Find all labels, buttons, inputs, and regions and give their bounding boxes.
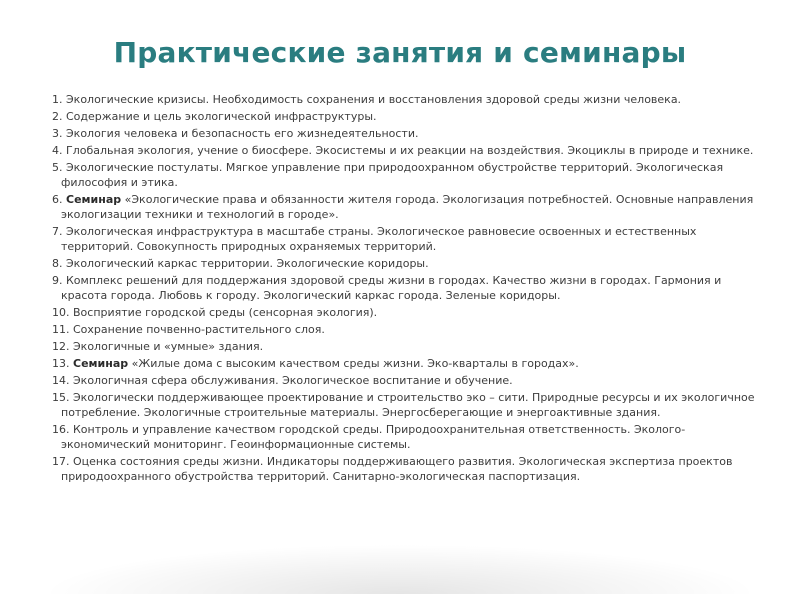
topic-item — [52, 273, 757, 303]
topic-number: 5. — [52, 161, 63, 174]
topic-text: Экология человека и безопасность его жизнедеятельности. — [66, 127, 419, 140]
topic-item — [52, 192, 757, 222]
topic-text: «Жилые дома с высоким качеством среды жизни. Эко-кварталы в городах». — [131, 357, 579, 370]
topic-item — [52, 322, 757, 337]
topic-text: Восприятие городской среды (сенсорная экология). — [73, 306, 378, 319]
topic-text: Комплекс решений для поддержания здоровой среды жизни в городах. Качество жизни в городах. Гармония и красота города. Любовь к городу. Экологический каркас города. Зеленые коридоры. — [61, 274, 722, 302]
topic-number: 1. — [52, 93, 63, 106]
topic-item — [52, 356, 757, 371]
topic-number: 10. — [52, 306, 70, 319]
topic-text: Оценка состояния среды жизни. Индикаторы поддерживающего развития. Экологическая экспертиза проектов природоохранного обустройства территорий. Санитарно-экологическая паспортизация. — [61, 455, 733, 483]
topic-text: Экологические постулаты. Мягкое управление при природоохранном обустройстве территорий. Экологическая философия и этика. — [61, 161, 724, 189]
topic-item — [52, 160, 757, 190]
topic-item — [52, 224, 757, 254]
topic-item — [52, 256, 757, 271]
topic-number: 8. — [52, 257, 63, 270]
topic-text: Контроль и управление качеством городской среды. Природоохранительная ответственность. Эколого-экономический мониторинг. Геоинформационные системы. — [61, 423, 686, 451]
topic-number: 7. — [52, 225, 63, 238]
topic-text: Сохранение почвенно-растительного слоя. — [73, 323, 325, 336]
topic-item — [52, 143, 757, 158]
topic-number: 14. — [52, 374, 70, 387]
topic-number: 12. — [52, 340, 70, 353]
topic-item — [52, 339, 757, 354]
seminar-label: Семинар — [73, 357, 129, 370]
topic-item — [52, 390, 757, 420]
topic-text: Экологические кризисы. Необходимость сохранения и восстановления здоровой среды жизни человека. — [66, 93, 682, 106]
seminar-label: Семинар — [66, 193, 122, 206]
topic-item — [52, 126, 757, 141]
topic-number: 4. — [52, 144, 63, 157]
topic-item — [52, 92, 757, 107]
topic-item — [52, 422, 757, 452]
topic-text: Экологичные и «умные» здания. — [73, 340, 264, 353]
topic-text: Экологическая инфраструктура в масштабе страны. Экологическое равновесие освоенных и естественных территорий. Совокупность природных охраняемых территорий. — [61, 225, 697, 253]
topic-number: 16. — [52, 423, 70, 436]
topic-text: Экологически поддерживающее проектирование и строительство эко – сити. Природные ресурсы и их экологичное потребление. Экологичные строительные материалы. Энергосберегающие и энергоактивные здания. — [61, 391, 755, 419]
topic-item — [52, 373, 757, 388]
topic-number: 15. — [52, 391, 70, 404]
topic-text: Экологичная сфера обслуживания. Экологическое воспитание и обучение. — [73, 374, 513, 387]
topic-number: 11. — [52, 323, 70, 336]
topic-number: 3. — [52, 127, 63, 140]
topic-item — [52, 305, 757, 320]
topic-text: Глобальная экология, учение о биосфере. Экосистемы и их реакции на воздействия. Экоциклы в природе и технике. — [66, 144, 754, 157]
topic-text: Экологический каркас территории. Экологические коридоры. — [66, 257, 429, 270]
topic-number: 13. — [52, 357, 70, 370]
topic-number: 9. — [52, 274, 63, 287]
topic-item — [52, 454, 757, 484]
slide-title: Практические занятия и семинары — [113, 36, 687, 69]
topic-number: 2. — [52, 110, 63, 123]
topic-number: 17. — [52, 455, 70, 468]
topic-text: «Экологические права и обязанности жителя города. Экологизация потребностей. Основные направления экологизации техники и технологий в городе». — [61, 193, 754, 221]
slide-shadow — [40, 544, 760, 594]
topic-item — [52, 109, 757, 124]
topic-list — [52, 92, 757, 486]
topic-number: 6. — [52, 193, 63, 206]
topic-text: Содержание и цель экологической инфраструктуры. — [66, 110, 377, 123]
